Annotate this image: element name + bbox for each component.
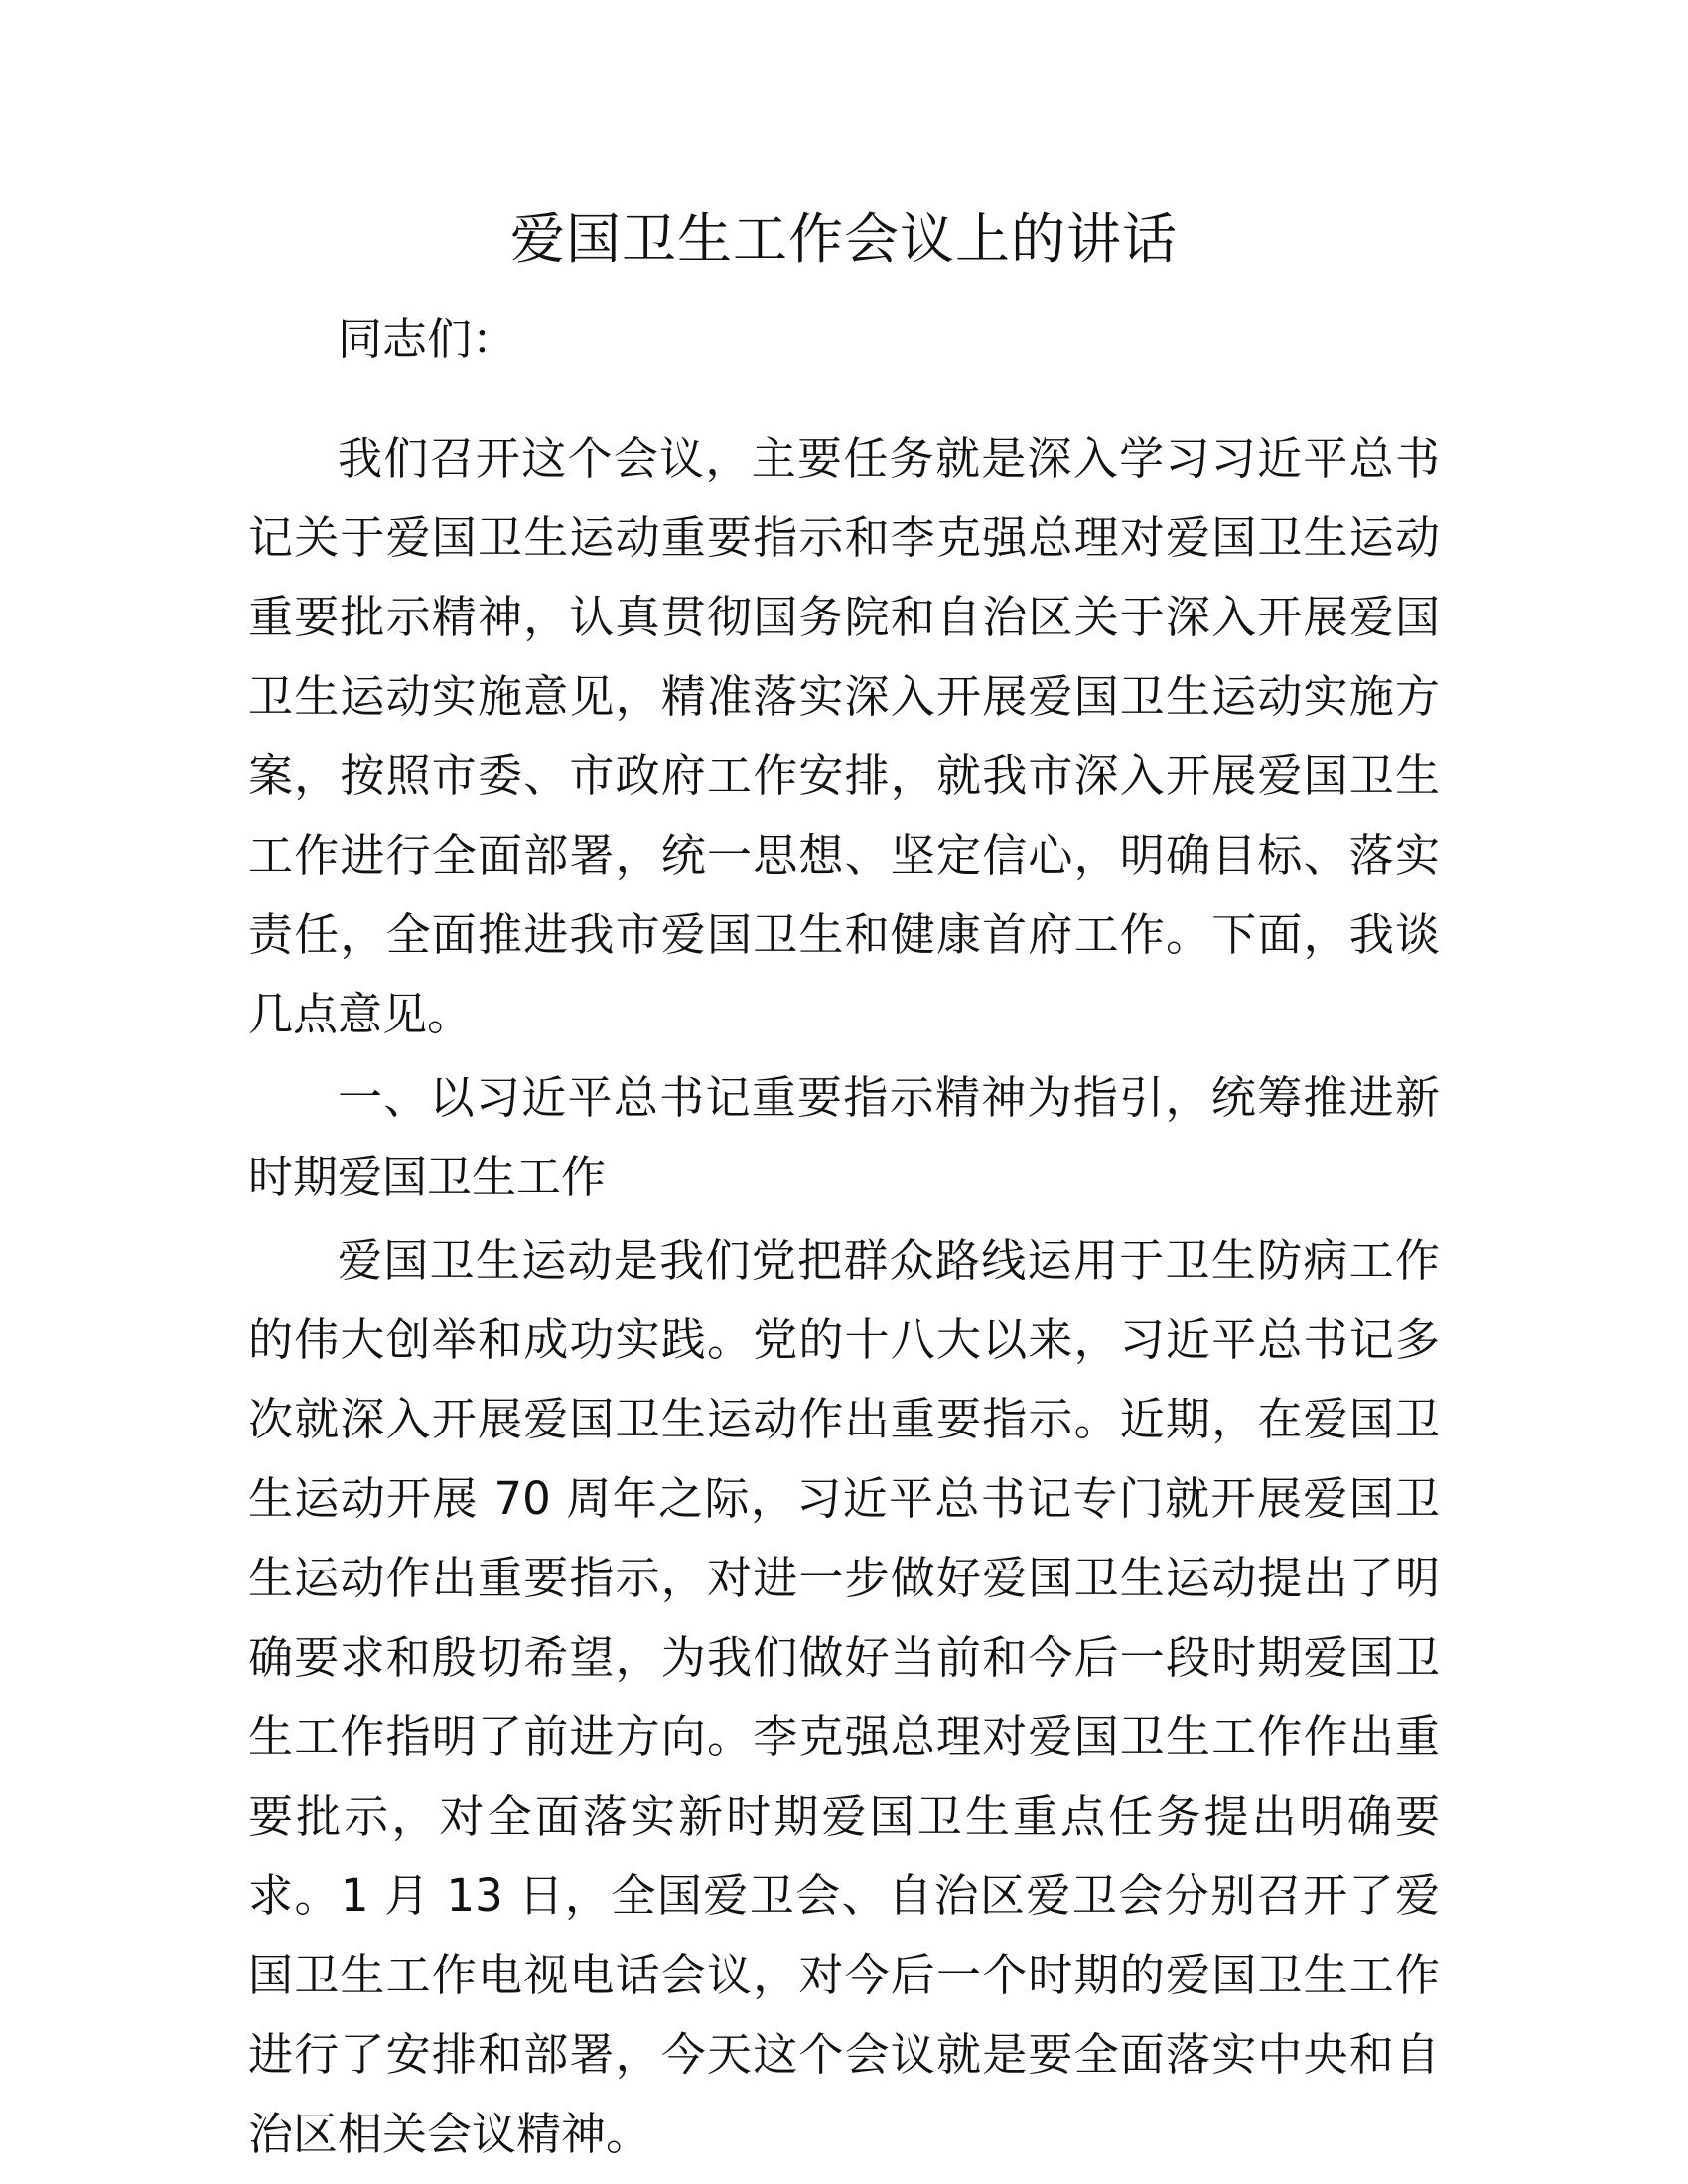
paragraph-body: 爱国卫生运动是我们党把群众路线运用于卫生防病工作的伟大创举和成功实践。党的十八大以来，习近平总书记多次就深入开展爱国卫生运动作出重要指示。近期，在爱国卫生运动开展 70 周年之际，习近平总书记专门就开展爱国卫生运动作出重要指示，对进一步做好爱国卫生运动提出了明确要求和殷切希望，为我们做好当前和今后一段时期爱国卫生工作指明了前进方向。李克强总理对爱国卫生工作作出重要批示，对全面落实新时期爱国卫生重点任务提出明确要求。1 月 13 日，全国爱卫会、自治区爱卫会分别召开了爱国卫生工作电视电话会议，对今后一个时期的爱国卫生工作进行了安排和部署，今天这个会议就是要全面落实中央和自治区相关会议精神。 xyxy=(248,1234,1440,2160)
paragraph-intro: 我们召开这个会议，主要任务就是深入学习习近平总书记关于爱国卫生运动重要指示和李克强总理对爱国卫生运动重要批示精神，认真贯彻国务院和自治区关于深入开展爱国卫生运动实施意见，精准落实深入开展爱国卫生运动实施方案，按照市委、市政府工作安排，就我市深入开展爱国卫生工作进行全面部署，统一思想、坚定信心，明确目标、落实责任，全面推进我市爱国卫生和健康首府工作。下面，我谈几点意见。 xyxy=(248,432,1440,1040)
document-page xyxy=(248,195,1440,2174)
salutation: 同志们： xyxy=(338,313,517,365)
document-title: 爱国卫生工作会议上的讲话 xyxy=(509,207,1178,271)
section-heading-1: 一、以习近平总书记重要指示精神为指引，统筹推进新时期爱国卫生工作 xyxy=(248,1071,1440,1203)
